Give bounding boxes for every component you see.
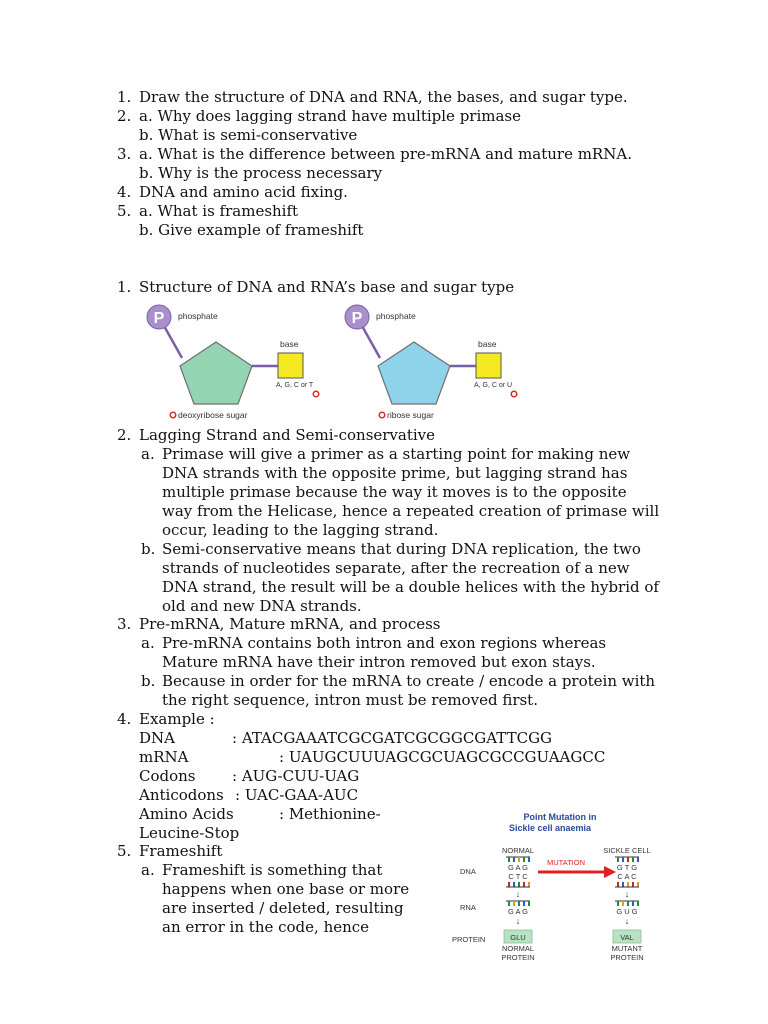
sickle-cell-header: SICKLE CELL: [603, 846, 651, 855]
sugar-label: deoxyribose sugar: [178, 410, 248, 420]
example-amino-acids-continuation: Leucine-Stop: [139, 824, 240, 842]
sugar-label: ribose sugar: [387, 410, 434, 420]
answer-1-title: Structure of DNA and RNA’s base and sugar type: [139, 278, 515, 296]
base-label: base: [478, 339, 497, 349]
example-mrna-label: mRNA: [139, 748, 189, 766]
example-amino-acids-value: : Methionine-: [279, 805, 381, 823]
protein-row-label: PROTEIN: [452, 935, 486, 944]
base-options: A, G, C or T: [276, 382, 314, 389]
annotation-marker-icon: [511, 391, 517, 397]
mutant-protein-label-2: PROTEIN: [610, 953, 644, 962]
answer-3a-line: Pre-mRNA contains both intron and exon regions whereas: [162, 634, 607, 652]
phosphate-label: phosphate: [178, 311, 218, 321]
figure-title-line-1: Point Mutation in: [523, 812, 597, 822]
answer-3a-line: Mature mRNA have their intron removed but exon stays.: [162, 653, 596, 671]
answer-2-number: 2.: [117, 426, 132, 444]
sickle-rna-codon: G U G: [616, 907, 638, 916]
down-arrow-icon: ↓: [515, 916, 521, 926]
question-2a-text: a. Why does lagging strand have multiple primase: [139, 107, 522, 125]
answer-2b-line: old and new DNA strands.: [162, 597, 362, 615]
answer-1-number: 1.: [117, 278, 132, 296]
normal-dna-bottom-codon: C T C: [508, 872, 528, 881]
example-amino-acids-label: Amino Acids: [139, 805, 234, 823]
answer-2a-line: DNA strands with the opposite prime, but lagging strand has: [162, 464, 628, 482]
base-options: A, G, C or U: [474, 382, 513, 389]
normal-header: NORMAL: [501, 846, 535, 855]
base-label: base: [280, 339, 299, 349]
ribose-sugar-pentagon: [378, 342, 450, 404]
normal-protein-label-1: NORMAL: [501, 944, 535, 953]
example-dna-label: DNA: [139, 729, 175, 747]
answer-5a-marker: a.: [141, 861, 155, 879]
phosphate-label: phosphate: [376, 311, 416, 321]
dna-nucleotide-diagram: [140, 300, 340, 424]
down-arrow-icon: ↓: [515, 889, 521, 899]
example-codons-label: Codons: [139, 767, 196, 785]
sickle-amino-acid: VAL: [620, 933, 634, 942]
answer-3-number: 3.: [117, 615, 132, 633]
sickle-dna-top-codon: G T G: [616, 863, 638, 872]
answer-2b-line: strands of nucleotides separate, after the recreation of a new: [162, 559, 630, 577]
normal-amino-acid: GLU: [510, 933, 526, 942]
question-3-number: 3.: [117, 145, 132, 163]
question-2b-text: b. What is semi-conservative: [139, 126, 358, 144]
answer-4-number: 4.: [117, 710, 132, 728]
base-square: [476, 353, 501, 378]
mutant-protein-label-1: MUTANT: [611, 944, 643, 953]
normal-rna-codon: G A G: [507, 907, 529, 916]
answer-5a-line: Frameshift is something that: [162, 861, 383, 879]
question-5a-text: a. What is frameshift: [139, 202, 299, 220]
down-arrow-icon: ↓: [624, 889, 630, 899]
question-5b-text: b. Give example of frameshift: [139, 221, 364, 239]
answer-5a-line: are inserted / deleted, resulting: [162, 899, 404, 917]
answer-2b-line: Semi-conservative means that during DNA replication, the two: [162, 540, 641, 558]
normal-dna-top-codon: G A G: [507, 863, 529, 872]
question-3a-text: a. What is the difference between pre-mRNA and mature mRNA.: [139, 145, 632, 163]
annotation-marker-icon: [170, 412, 176, 418]
dna-row-label: DNA: [460, 867, 476, 876]
answer-4-title: Example :: [139, 710, 215, 728]
answer-3a-marker: a.: [141, 634, 155, 652]
question-2-number: 2.: [117, 107, 132, 125]
annotation-marker-icon: [313, 391, 319, 397]
question-4-text: DNA and amino acid fixing.: [139, 183, 348, 201]
phosphate-letter: P: [153, 310, 165, 327]
answer-3-title: Pre-mRNA, Mature mRNA, and process: [139, 615, 441, 633]
question-3b-text: b. Why is the process necessary: [139, 164, 383, 182]
down-arrow-icon: ↓: [624, 916, 630, 926]
answer-5a-line: an error in the code, hence: [162, 918, 370, 936]
sickle-cell-mutation-diagram: [446, 806, 674, 972]
mutation-label: MUTATION: [546, 858, 586, 867]
deoxyribose-sugar-pentagon: [180, 342, 252, 404]
example-dna-value: : ATACGAAATCGCGATCGCGGCGATTCGG: [232, 729, 553, 747]
answer-2b-marker: b.: [141, 540, 156, 558]
answer-5-number: 5.: [117, 842, 132, 860]
normal-protein-label-2: PROTEIN: [501, 953, 535, 962]
answer-2a-line: multiple primase because the way it moves is to the opposite: [162, 483, 627, 501]
question-1-text: Draw the structure of DNA and RNA, the bases, and sugar type.: [139, 88, 628, 106]
question-5-number: 5.: [117, 202, 132, 220]
base-square: [278, 353, 303, 378]
example-codons-value: : AUG-CUU-UAG: [232, 767, 360, 785]
answer-2-title: Lagging Strand and Semi-conservative: [139, 426, 436, 444]
answer-5-title: Frameshift: [139, 842, 223, 860]
answer-5a-line: happens when one base or more: [162, 880, 410, 898]
answer-2b-line: DNA strand, the result will be a double helices with the hybrid of: [162, 578, 659, 596]
phosphate-letter: P: [351, 310, 363, 327]
figure-title-line-2: Sickle cell anaemia: [508, 823, 592, 833]
question-4-number: 4.: [117, 183, 132, 201]
sickle-dna-bottom-codon: C A C: [617, 872, 637, 881]
example-anticodons-value: : UAC-GAA-AUC: [235, 786, 359, 804]
example-anticodons-label: Anticodons: [139, 786, 224, 804]
answer-2a-line: Primase will give a primer as a starting point for making new: [162, 445, 631, 463]
answer-2a-line: occur, leading to the lagging strand.: [162, 521, 439, 539]
annotation-marker-icon: [379, 412, 385, 418]
answer-3b-marker: b.: [141, 672, 156, 690]
answer-3b-line: the right sequence, intron must be removed first.: [162, 691, 538, 709]
answer-2a-line: way from the Helicase, hence a repeated creation of primase will: [162, 502, 660, 520]
answer-3b-line: Because in order for the mRNA to create / encode a protein with: [162, 672, 656, 690]
question-1-number: 1.: [117, 88, 132, 106]
rna-row-label: RNA: [460, 903, 476, 912]
rna-nucleotide-diagram: [338, 300, 538, 424]
example-mrna-value: : UAUGCUUUAGCGCUAGCGCCGUAAGCC: [279, 748, 606, 766]
answer-2a-marker: a.: [141, 445, 155, 463]
